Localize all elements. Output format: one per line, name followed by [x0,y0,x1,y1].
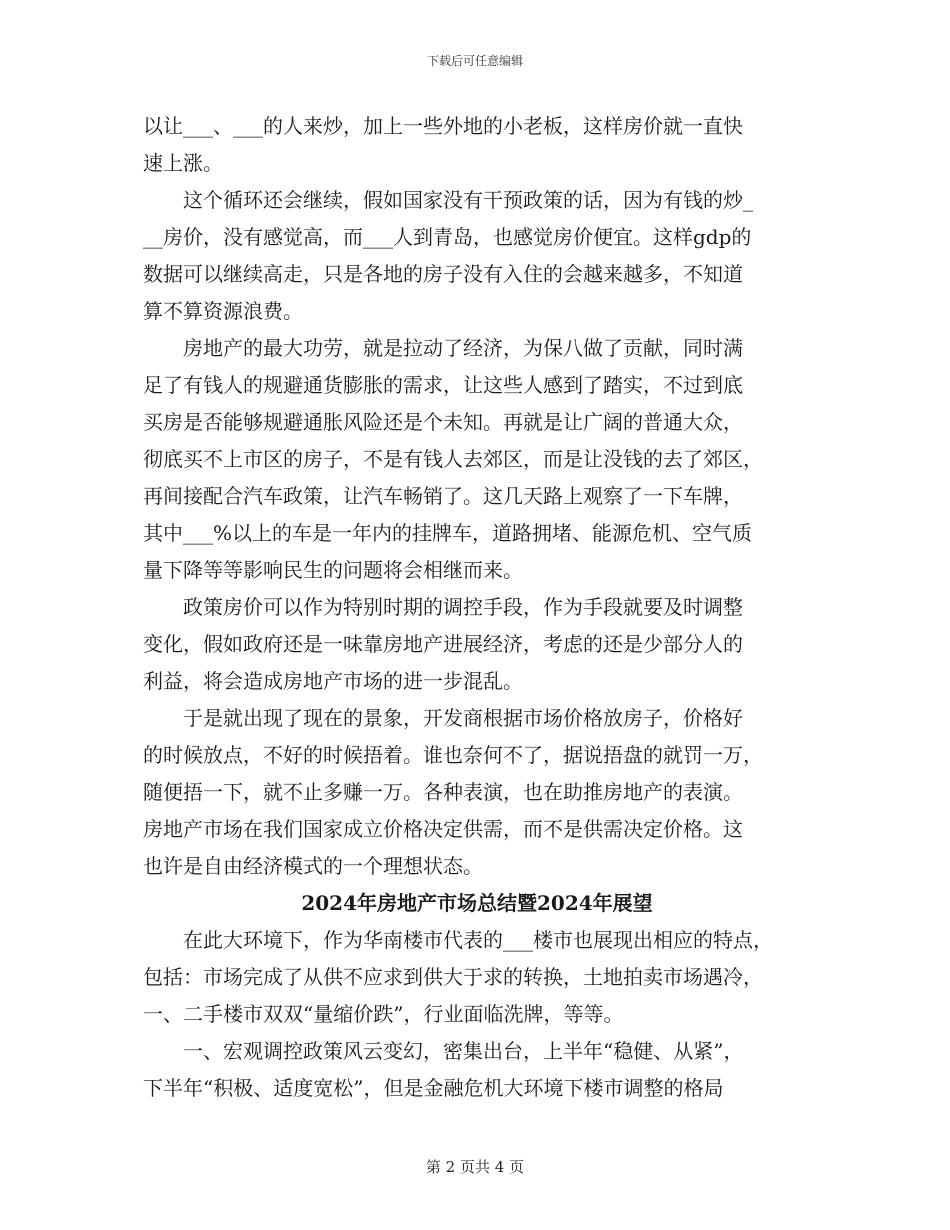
text-line: 利益，将会造成房地产市场的进一步混乱。 [143,669,523,693]
text-line: 再间接配合汽车政策，让汽车畅销了。这几天路上观察了一下车牌， [143,484,743,508]
text-line: 在此大环境下，作为华南楼市代表的___楼市也展现出相应的特点， [183,928,773,952]
text-line: 一、宏观调控政策风云变幻，密集出台，上半年“稳健、从紧”， [183,1039,744,1063]
section-text [143,922,811,1107]
text-line: 变化，假如政府还是一味靠房地产进展经济，考虑的还是少部分人的 [143,632,743,656]
text-line: 彻底买不上市区的房子，不是有钱人去郊区，而是让没钱的去了郊区， [143,447,763,471]
text-line: 足了有钱人的规避通货膨胀的需求，让这些人感到了踏实，不过到底 [143,373,743,397]
text-line: 买房是否能够规避通胀风险还是个未知。再就是让广阔的普通大众， [143,410,743,434]
text-line: 其中___%以上的车是一年内的挂牌车，道路拥堵、能源危机、空气质 [143,521,753,545]
text-line: 房地产市场在我们国家成立价格决定供需，而不是供需决定价格。这 [143,817,743,841]
text-line: 算不算资源浪费。 [143,299,303,323]
text-line: 下半年“积极、适度宽松”，但是金融危机大环境下楼市调整的格局 [143,1076,724,1100]
text-line: 量下降等等影响民生的问题将会相继而来。 [143,558,523,582]
text-line: 随便捂一下，就不止多赚一万。各种表演，也在助推房地产的表演。 [143,780,743,804]
text-line: 这个循环还会继续，假如国家没有干预政策的话，因为有钱的炒_ [183,188,753,212]
document-body [143,108,811,1107]
text-line: 也许是自由经济模式的一个理想状态。 [143,854,483,878]
text-line: 于是就出现了现在的景象，开发商根据市场价格放房子，价格好 [183,706,743,730]
text-line: 的时候放点，不好的时候捂着。谁也奈何不了，据说捂盘的就罚一万， [143,743,763,767]
section-heading: 2024年房地产市场总结暨2024年展望 [301,891,653,915]
page-footer: 第 2 页共 4 页 [425,1158,525,1176]
text-line: 一、二手楼市双双“量缩价跌”，行业面临洗牌，等等。 [143,1002,624,1026]
text-line: 以让___、___的人来炒，加上一些外地的小老板，这样房价就一直快 [143,114,743,138]
text-line: 数据可以继续高走，只是各地的房子没有入住的会越来越多，不知道 [143,262,743,286]
text-line: 包括：市场完成了从供不应求到供大于求的转换，土地拍卖市场遇冷， [143,965,763,989]
page-header: 下载后可任意编辑 [426,54,523,68]
text-line: __房价，没有感觉高，而___人到青岛，也感觉房价便宜。这样gdp的 [143,225,752,249]
text-line: 速上涨。 [143,151,223,175]
body-text [143,108,811,885]
text-line: 房地产的最大功劳，就是拉动了经济，为保八做了贡献，同时满 [183,336,743,360]
text-line: 政策房价可以作为特别时期的调控手段，作为手段就要及时调整 [183,595,743,619]
